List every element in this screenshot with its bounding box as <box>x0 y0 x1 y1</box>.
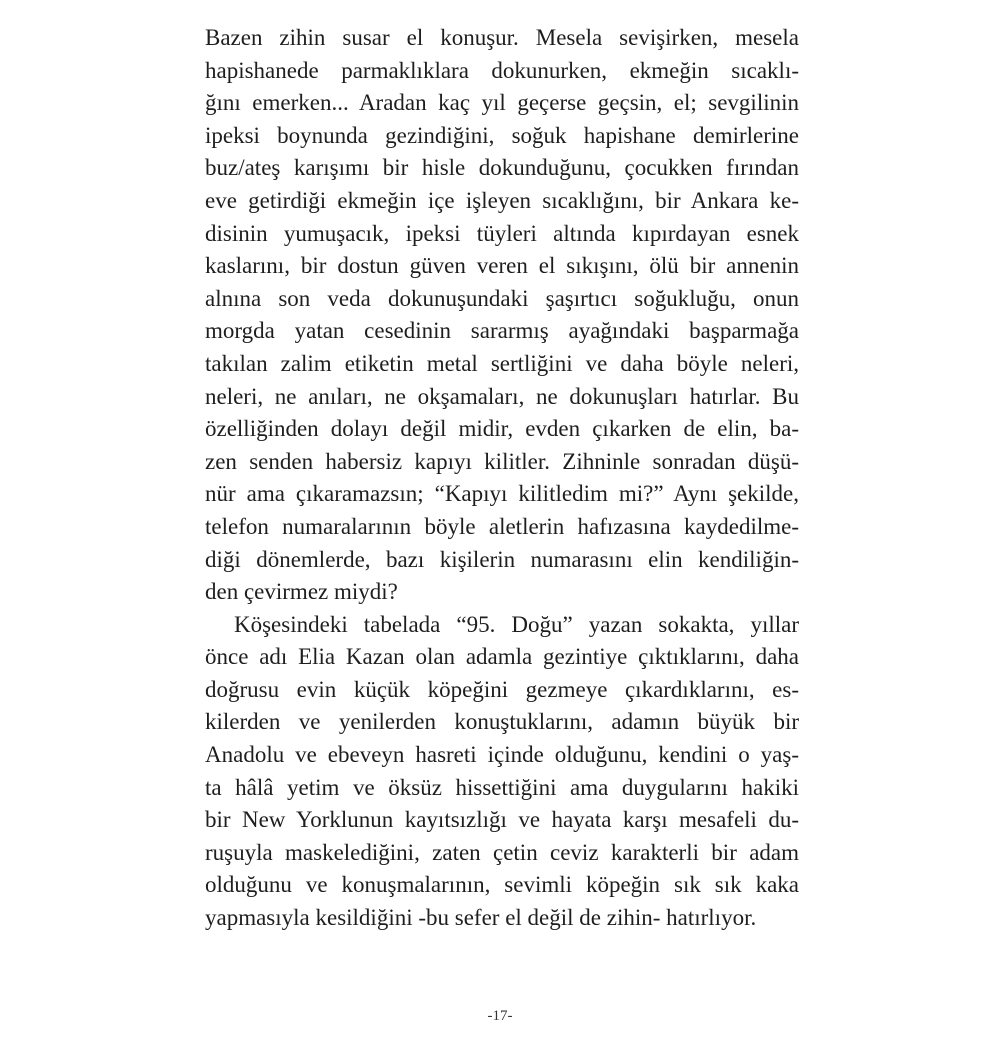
text-line: zen senden habersiz kapıyı kilitler. Zihninle sonradan düşü- <box>205 448 799 474</box>
text-line: kaslarını, bir dostun güven veren el sıkışını, ölü bir annenin <box>205 253 799 279</box>
paragraph-2 <box>205 609 799 935</box>
text-line: alnına son veda dokunuşundaki şaşırtıcı soğukluğu, onun <box>205 285 799 311</box>
text-line: nür ama çıkaramazsın; “Kapıyı kilitledim mi?” Aynı şekilde, <box>205 481 799 507</box>
text-line: olduğunu ve konuşmalarının, sevimli köpeğin sık sık kaka <box>205 872 799 898</box>
text-line: ipeksi boynunda gezindiğini, soğuk hapishane demirlerine <box>205 122 799 148</box>
body-text <box>205 22 799 935</box>
text-line: kilerden ve yenilerden konuştuklarını, adamın büyük bir <box>205 709 799 735</box>
page-number: -17- <box>487 1008 513 1024</box>
text-line: morgda yatan cesedinin sararmış ayağındaki başparmağa <box>205 318 799 344</box>
text-line: takılan zalim etiketin metal sertliğini ve daha böyle neleri, <box>205 350 799 376</box>
text-line: Anadolu ve ebeveyn hasreti içinde olduğunu, kendini o yaş- <box>205 742 799 768</box>
text-line: Köşesindeki tabelada “95. Doğu” yazan sokakta, yıllar <box>234 611 799 637</box>
text-line: disinin yumuşacık, ipeksi tüyleri altında kıpırdayan esnek <box>205 220 799 246</box>
text-line: Bazen zihin susar el konuşur. Mesela sevişirken, mesela <box>205 25 799 50</box>
text-line: den çevirmez miydi? <box>205 579 398 605</box>
text-line: ğını emerken... Aradan kaç yıl geçerse geçsin, el; sevgilinin <box>205 90 799 116</box>
text-line: telefon numaralarının böyle aletlerin hafızasına kaydedilme- <box>205 513 799 539</box>
text-line: diği dönemlerde, bazı kişilerin numarasını elin kendiliğin- <box>205 546 799 572</box>
text-line: özelliğinden dolayı değil midir, evden çıkarken de elin, ba- <box>205 416 799 442</box>
text-line: neleri, ne anıları, ne okşamaları, ne dokunuşları hatırlar. Bu <box>205 383 799 409</box>
text-line: ta hâlâ yetim ve öksüz hissettiğini ama duygularını hakiki <box>205 774 799 800</box>
text-line: doğrusu evin küçük köpeğini gezmeye çıkardıklarını, es- <box>205 676 799 702</box>
text-line: önce adı Elia Kazan olan adamla gezintiye çıktıklarını, daha <box>205 644 799 670</box>
text-line: eve getirdiği ekmeğin içe işleyen sıcaklığını, bir Ankara ke- <box>205 187 799 213</box>
text-line: yapmasıyla kesildiğini -bu sefer el değil de zihin- hatırlıyor. <box>205 905 757 931</box>
text-line: ruşuyla maskelediğini, zaten çetin ceviz karakterli bir adam <box>205 839 799 865</box>
text-line: hapishanede parmaklıklara dokunurken, ekmeğin sıcaklı- <box>205 57 799 83</box>
text-line: buz/ateş karışımı bir hisle dokunduğunu, çocukken fırından <box>205 155 799 181</box>
paragraph-1 <box>205 22 799 609</box>
text-line: bir New Yorklunun kayıtsızlığı ve hayata karşı mesafeli du- <box>205 807 799 833</box>
